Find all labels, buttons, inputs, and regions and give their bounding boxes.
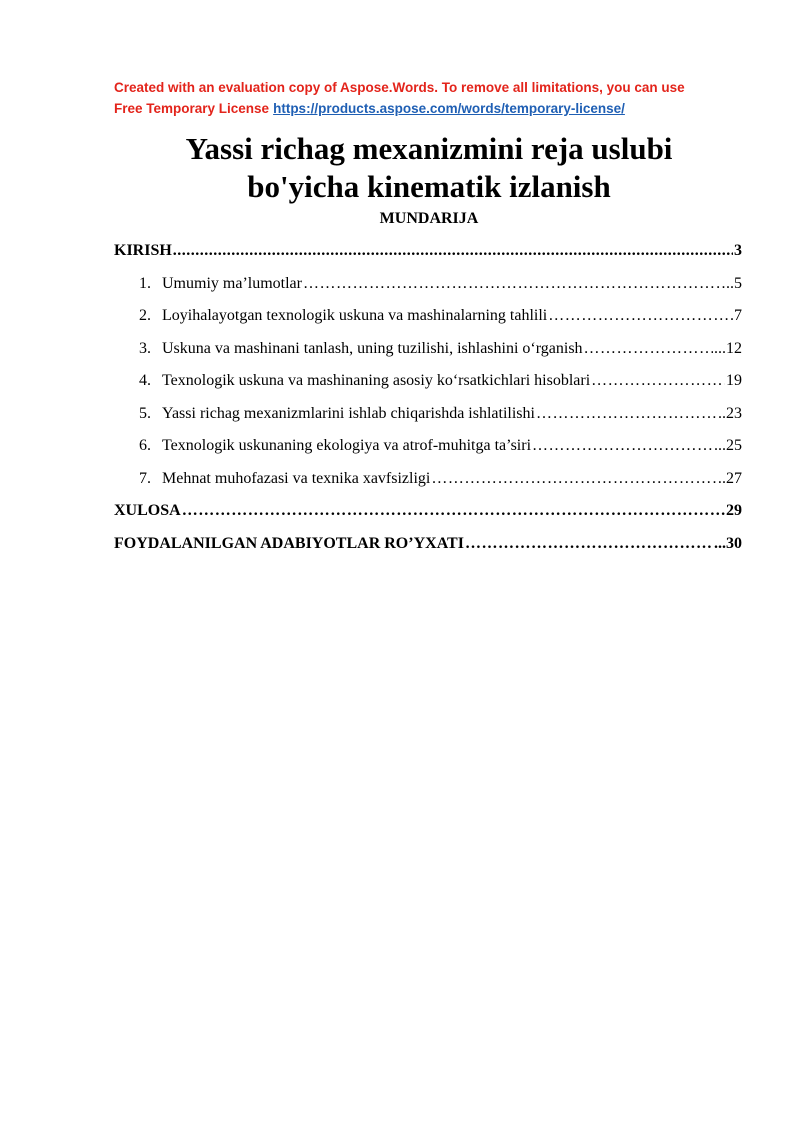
toc-entry-page: .27: [722, 469, 742, 487]
toc-entry-label: Uskuna va mashinani tanlash, uning tuzilishi, ishlashini o‘rganish: [162, 339, 583, 357]
toc-entry-page: 29: [726, 502, 742, 519]
toc-dot-leader: [591, 370, 725, 392]
toc-entry-page: 19: [726, 372, 742, 389]
toc-entry-page: 3: [734, 242, 742, 259]
toc-entry-label: Loyihalayotgan texnologik uskuna va mashinalarning tahlili: [162, 307, 548, 324]
toc-entry-label: XULOSA: [114, 502, 181, 519]
toc-entry-page: ...12: [714, 339, 742, 357]
evaluation-notice-license-line: [114, 98, 754, 119]
temporary-license-link[interactable]: https://products.aspose.com/words/temporary-license/: [273, 101, 625, 116]
toc-entry-label: Mehnat muhofazasi va texnika xavfsizligi: [162, 469, 431, 487]
toc-entry-number: 6.: [139, 437, 151, 454]
toc-entry-page: ...25: [714, 437, 742, 454]
toc-entry-2[interactable]: [114, 305, 742, 338]
toc-entry-intro[interactable]: [114, 240, 742, 273]
document-title-line-1: Yassi richag mexanizmini reja uslubi: [185, 131, 673, 166]
document-title-line-2: bo'yicha kinematik izlanish: [247, 169, 611, 204]
toc-entry-number: 5.: [139, 404, 151, 422]
toc-entry-label: Umumiy ma’lumotlar: [162, 274, 302, 292]
toc-entry-6[interactable]: [114, 435, 742, 468]
toc-entry-page: ..23: [718, 404, 742, 422]
toc-dot-leader: [465, 533, 713, 555]
toc-entry-number: 4.: [139, 372, 151, 389]
toc-dot-leader: [548, 305, 729, 327]
evaluation-notice-text: Created with an evaluation copy of Aspose.Words. To remove all limitations, you can use: [114, 80, 685, 95]
toc-dot-leader: [173, 240, 733, 262]
evaluation-notice-license-text: Free Temporary License: [114, 101, 270, 116]
toc-entry-label: Yassi richag mexanizmlarini ishlab chiqarishda ishlatilishi: [162, 404, 535, 422]
toc-entry-1[interactable]: [114, 273, 742, 306]
toc-entry-7[interactable]: [114, 468, 742, 501]
toc-entry-page: .7: [730, 307, 742, 324]
evaluation-notice: [114, 77, 754, 119]
toc-entry-label: Texnologik uskunaning ekologiya va atrof-muhitga ta’siri: [162, 437, 532, 454]
document-title: [0, 130, 800, 206]
toc-heading: MUNDARIJA: [379, 210, 479, 227]
toc-entry-conclusion[interactable]: [114, 500, 742, 533]
toc-dot-leader: [303, 273, 725, 295]
toc-entry-4[interactable]: [114, 370, 742, 403]
toc-entry-page: ...30: [714, 534, 742, 552]
toc-entry-references[interactable]: [114, 533, 742, 566]
toc-entry-label: FOYDALANILGAN ADABIYOTLAR RO’YXATI: [114, 534, 464, 552]
toc-entry-5[interactable]: [114, 403, 742, 436]
toc-dot-leader: [182, 500, 725, 522]
toc-dot-leader: [536, 403, 717, 425]
toc-entry-number: 2.: [139, 307, 151, 324]
toc-entry-number: 7.: [139, 469, 151, 487]
toc-entry-number: 3.: [139, 339, 151, 357]
toc-entry-number: 1.: [139, 274, 151, 292]
table-of-contents: [114, 240, 742, 565]
toc-dot-leader: [532, 435, 713, 457]
toc-entry-page: ..5: [726, 274, 742, 292]
toc-dot-leader: [431, 468, 721, 490]
toc-dot-leader: [584, 338, 713, 360]
toc-entry-label: Texnologik uskuna va mashinaning asosiy ko‘rsatkichlari hisoblari: [162, 372, 591, 389]
toc-entry-label: KIRISH: [114, 242, 172, 259]
toc-entry-3[interactable]: [114, 338, 742, 371]
